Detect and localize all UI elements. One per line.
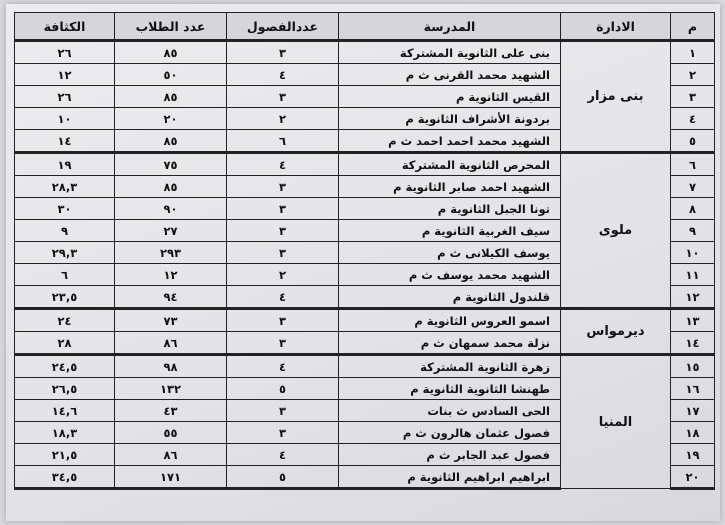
cell-school: طهنشا الثانوية الثانوية م bbox=[339, 378, 561, 400]
cell-density: ٢٨ bbox=[15, 332, 115, 355]
cell-density: ١٤ bbox=[15, 130, 115, 153]
cell-students: ٩٤ bbox=[115, 286, 227, 309]
cell-students: ٥٥ bbox=[115, 422, 227, 444]
cell-school: الشهيد محمد يوسف ث م bbox=[339, 264, 561, 286]
cell-classes: ٤ bbox=[227, 444, 339, 466]
schools-table bbox=[14, 12, 715, 490]
cell-classes: ٤ bbox=[227, 64, 339, 86]
cell-school: تونا الجبل الثانوية م bbox=[339, 198, 561, 220]
cell-school: الشهيد محمد القرنى ث م bbox=[339, 64, 561, 86]
cell-num: ١٢ bbox=[671, 286, 715, 309]
cell-density: ١٤,٦ bbox=[15, 400, 115, 422]
cell-school: ابراهيم ابراهيم الثانوية م bbox=[339, 466, 561, 489]
header-school: المدرسة bbox=[339, 13, 561, 41]
header-classes: عددالفصول bbox=[227, 13, 339, 41]
cell-students: ١٧١ bbox=[115, 466, 227, 489]
cell-density: ١٩ bbox=[15, 153, 115, 176]
header-admin: الادارة bbox=[561, 13, 671, 41]
cell-classes: ٣ bbox=[227, 198, 339, 220]
cell-school: فصول عثمان هالرون ث م bbox=[339, 422, 561, 444]
cell-density: ٢٩,٣ bbox=[15, 242, 115, 264]
cell-density: ٣٤,٥ bbox=[15, 466, 115, 489]
cell-school: الشهيد محمد احمد احمد ث م bbox=[339, 130, 561, 153]
cell-num: ١٨ bbox=[671, 422, 715, 444]
cell-num: ١٠ bbox=[671, 242, 715, 264]
cell-school: نزلة محمد سمهان ث م bbox=[339, 332, 561, 355]
cell-students: ٨٥ bbox=[115, 176, 227, 198]
cell-classes: ٥ bbox=[227, 378, 339, 400]
cell-density: ٣٠ bbox=[15, 198, 115, 220]
cell-classes: ٣ bbox=[227, 242, 339, 264]
cell-density: ٢٦,٥ bbox=[15, 378, 115, 400]
cell-density: ٢٣,٥ bbox=[15, 286, 115, 309]
cell-classes: ٣ bbox=[227, 400, 339, 422]
cell-num: ١٧ bbox=[671, 400, 715, 422]
cell-students: ١٣٢ bbox=[115, 378, 227, 400]
cell-school: قلندول الثانوية م bbox=[339, 286, 561, 309]
document-page bbox=[6, 4, 720, 521]
cell-classes: ٤ bbox=[227, 355, 339, 378]
cell-num: ١٦ bbox=[671, 378, 715, 400]
cell-students: ٤٣ bbox=[115, 400, 227, 422]
cell-students: ٢٩٣ bbox=[115, 242, 227, 264]
cell-students: ١٢ bbox=[115, 264, 227, 286]
cell-classes: ٥ bbox=[227, 466, 339, 489]
header-students: عدد الطلاب bbox=[115, 13, 227, 41]
cell-admin: ديرمواس bbox=[561, 309, 671, 355]
cell-num: ٤ bbox=[671, 108, 715, 130]
admin-group bbox=[15, 309, 715, 355]
table-row bbox=[15, 153, 715, 176]
cell-admin: بنى مزار bbox=[561, 41, 671, 153]
cell-classes: ٣ bbox=[227, 176, 339, 198]
cell-students: ٩٨ bbox=[115, 355, 227, 378]
cell-students: ٩٠ bbox=[115, 198, 227, 220]
cell-num: ٦ bbox=[671, 153, 715, 176]
cell-num: ١٣ bbox=[671, 309, 715, 332]
cell-classes: ٢ bbox=[227, 108, 339, 130]
header-row bbox=[15, 13, 715, 41]
cell-density: ٢٦ bbox=[15, 86, 115, 108]
cell-admin: ملوى bbox=[561, 153, 671, 309]
cell-num: ٢٠ bbox=[671, 466, 715, 489]
cell-students: ٨٦ bbox=[115, 332, 227, 355]
cell-num: ٧ bbox=[671, 176, 715, 198]
cell-density: ٢٨,٣ bbox=[15, 176, 115, 198]
cell-density: ٢١,٥ bbox=[15, 444, 115, 466]
cell-classes: ٣ bbox=[227, 220, 339, 242]
admin-group bbox=[15, 153, 715, 309]
cell-num: ١١ bbox=[671, 264, 715, 286]
admin-group bbox=[15, 355, 715, 489]
cell-school: بردونة الأشراف الثانوية م bbox=[339, 108, 561, 130]
cell-density: ٢٤ bbox=[15, 309, 115, 332]
cell-density: ٩ bbox=[15, 220, 115, 242]
cell-num: ٨ bbox=[671, 198, 715, 220]
table-row bbox=[15, 41, 715, 64]
cell-school: زهرة الثانوية المشتركة bbox=[339, 355, 561, 378]
cell-students: ٢٧ bbox=[115, 220, 227, 242]
cell-num: ٢ bbox=[671, 64, 715, 86]
cell-classes: ٢ bbox=[227, 264, 339, 286]
cell-num: ١ bbox=[671, 41, 715, 64]
cell-school: المحرص الثانوية المشتركة bbox=[339, 153, 561, 176]
cell-classes: ٣ bbox=[227, 41, 339, 64]
cell-students: ٥٠ bbox=[115, 64, 227, 86]
cell-students: ٨٥ bbox=[115, 41, 227, 64]
cell-classes: ٣ bbox=[227, 332, 339, 355]
cell-school: القيس الثانوية م bbox=[339, 86, 561, 108]
cell-num: ٥ bbox=[671, 130, 715, 153]
cell-school: سيف الغربية الثانوية م bbox=[339, 220, 561, 242]
cell-students: ٢٠ bbox=[115, 108, 227, 130]
cell-density: ٦ bbox=[15, 264, 115, 286]
cell-classes: ٤ bbox=[227, 153, 339, 176]
cell-classes: ٣ bbox=[227, 422, 339, 444]
cell-density: ١٨,٣ bbox=[15, 422, 115, 444]
cell-school: فصول عبد الجابر ث م bbox=[339, 444, 561, 466]
table-row bbox=[15, 309, 715, 332]
table-row bbox=[15, 355, 715, 378]
cell-students: ٧٥ bbox=[115, 153, 227, 176]
cell-school: الشهيد احمد صابر الثانوية م bbox=[339, 176, 561, 198]
cell-num: ١٤ bbox=[671, 332, 715, 355]
cell-students: ٧٣ bbox=[115, 309, 227, 332]
cell-density: ٢٦ bbox=[15, 41, 115, 64]
cell-density: ١٠ bbox=[15, 108, 115, 130]
admin-group bbox=[15, 41, 715, 153]
cell-school: الحى السادس ث بنات bbox=[339, 400, 561, 422]
cell-classes: ٣ bbox=[227, 86, 339, 108]
header-num: م bbox=[671, 13, 715, 41]
cell-num: ١٥ bbox=[671, 355, 715, 378]
cell-classes: ٣ bbox=[227, 309, 339, 332]
cell-density: ١٢ bbox=[15, 64, 115, 86]
cell-classes: ٤ bbox=[227, 286, 339, 309]
header-density: الكثافة bbox=[15, 13, 115, 41]
cell-classes: ٦ bbox=[227, 130, 339, 153]
cell-density: ٢٤,٥ bbox=[15, 355, 115, 378]
cell-school: اسمو العروس الثانوية م bbox=[339, 309, 561, 332]
cell-num: ٣ bbox=[671, 86, 715, 108]
cell-school: بنى على الثانوية المشتركة bbox=[339, 41, 561, 64]
cell-students: ٨٥ bbox=[115, 130, 227, 153]
cell-school: يوسف الكيلانى ث م bbox=[339, 242, 561, 264]
cell-students: ٨٥ bbox=[115, 86, 227, 108]
cell-admin: المنيا bbox=[561, 355, 671, 489]
cell-num: ٩ bbox=[671, 220, 715, 242]
cell-students: ٨٦ bbox=[115, 444, 227, 466]
cell-num: ١٩ bbox=[671, 444, 715, 466]
